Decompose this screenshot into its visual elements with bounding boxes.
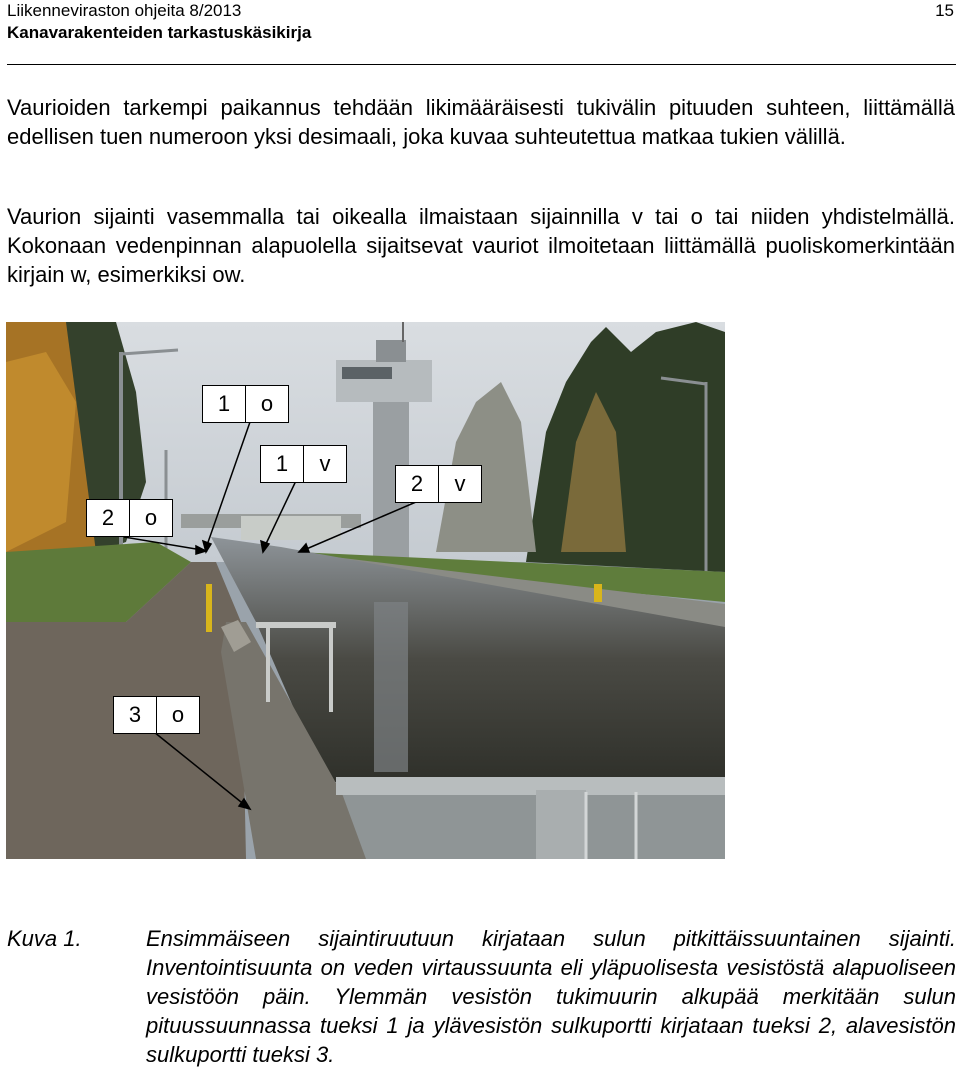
- label-support-number: 1: [261, 446, 304, 482]
- location-label-2o: [86, 499, 173, 537]
- header-divider: [7, 64, 956, 65]
- paragraph-side-notation: Vaurion sijainti vasemmalla tai oikealla ilmaistaan sijainnilla v tai o tai niiden yhdistelmällä. Kokonaan vedenpinnan alapuolella sijaitsevat vauriot ilmoitetaan liittämällä puoliskomerkintään kirjain w, esimerkiksi ow.: [7, 204, 955, 287]
- label-support-number: 2: [87, 500, 130, 536]
- paragraph-damage-positioning: Vaurioiden tarkempi paikannus tehdään likimääräisesti tukivälin pituuden suhteen, liittämällä edellisen tuen numeroon yksi desimaali, joka kuvaa suhteutettua matkaa tukien välillä.: [7, 95, 955, 149]
- figure-caption-key: Kuva 1.: [7, 926, 82, 951]
- label-side-letter: v: [454, 471, 466, 496]
- document-title: Kanavarakenteiden tarkastuskäsikirja: [7, 23, 312, 42]
- label-side-letter: v: [319, 451, 331, 476]
- label-support-number: 1: [203, 386, 246, 422]
- series-title: Liikenneviraston ohjeita 8/2013: [7, 1, 242, 20]
- location-label-1o: [202, 385, 289, 423]
- canal-lock-illustration: [6, 322, 725, 859]
- location-label-1v: [260, 445, 347, 483]
- location-label-3o: [113, 696, 200, 734]
- label-support-number: 3: [114, 697, 157, 733]
- location-label-2v: [395, 465, 482, 503]
- figure-caption-text: Ensimmäiseen sijaintiruutuun kirjataan sulun pitkittäissuuntainen sijainti. Inventointisuunta on veden virtaussuunta eli yläpuolisesta vesistöstä alapuoliseen vesistöön päin. Ylemmän vesistön tukimuurin alkupää merkitään sulun pituussuunnassa tueksi 1 ja ylävesistön sulkuportti kirjataan tueksi 2, alavesistön sulkuportti tueksi 3.: [146, 926, 956, 1067]
- label-side-letter: o: [260, 391, 274, 416]
- page-number: 15: [935, 1, 954, 20]
- label-side-letter: o: [144, 505, 158, 530]
- label-side-letter: o: [171, 702, 185, 727]
- canal-lock-photo: [6, 322, 725, 859]
- label-support-number: 2: [396, 466, 439, 502]
- page-header: [7, 0, 311, 44]
